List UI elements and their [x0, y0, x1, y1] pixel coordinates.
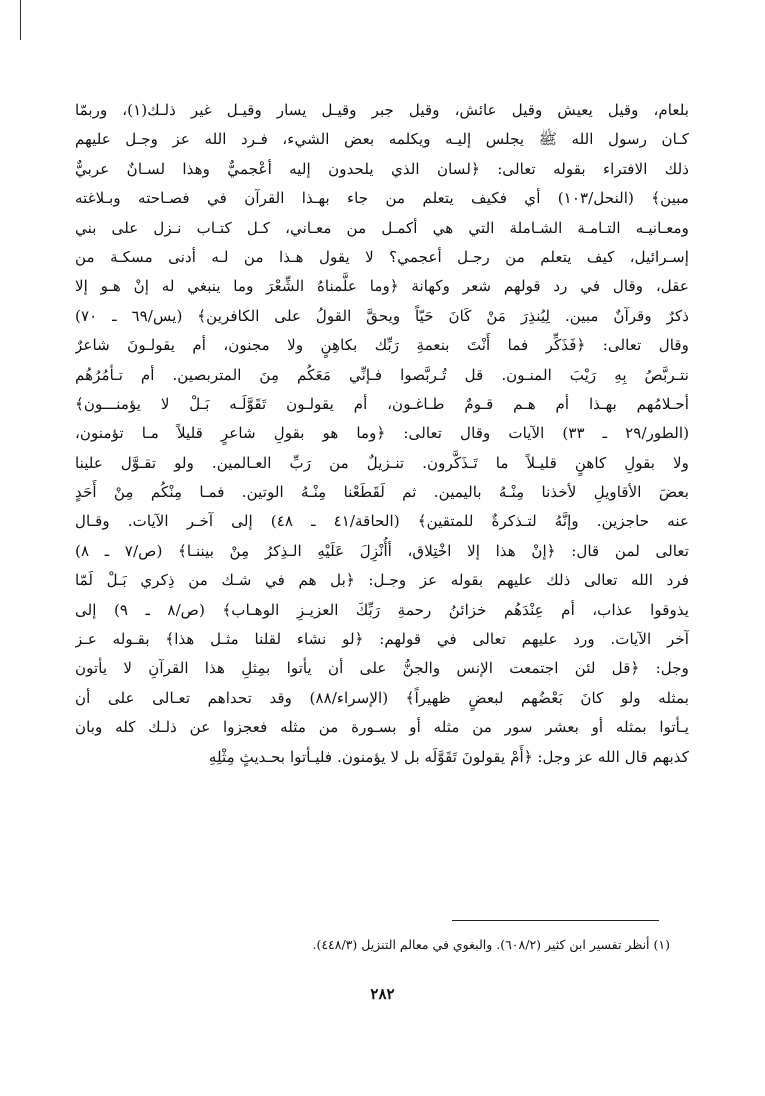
margin-rule: [20, 0, 21, 40]
text-line: آخر الآيات. ورد عليهم تعالى في قولهم: ﴿لو نشاء لقلنا مثـل هذا﴾ بقـوله عـز: [75, 630, 689, 649]
text-line: بلعام، وقيل يعيش وقيل عائش، وقيل جبر وقيـل يسار وقيـل غير ذلـك(١)، وربمّا: [75, 101, 689, 119]
text-line: تعالى لمن قال: ﴿إنْ هذا إلا اخْتِلاق، أأُنْزِلَ عَلَيْهِ الـذِكرُ مِنْ بيننـا﴾ (ص/٧ ـ ٨): [75, 541, 689, 560]
text-line: كـان رسول الله ﷺ يجلس إليـه ويكلمه بعض الشيء، فـرد الله عز وجـل عليهم: [75, 130, 689, 149]
text-line: (الطور/٢٩ ـ ٣٣) الآيات وقال تعالى: ﴿وما هو بقولِ شاعرٍ قليلاً مـا تؤمنون،: [75, 424, 689, 443]
text-line: نتـربَّصُ بِهِ رَيْبَ المنـون. قل تُـربَّصوا فـإنِّي مَعَكُم مِنَ المتربصين. أم تـأمُرُهُم: [75, 365, 689, 384]
text-line: ذكرٌ وقرآنٌ مبين. لِيُنذِرَ مَنْ كَانَ حَيّاً ويحقَّ القولُ على الكافرين﴾ (يس/٦٩ ـ ٧٠): [75, 306, 689, 325]
footnote: (١) أنظر تفسير ابن كثير (٦٠٨/٢). والبغوي في معالم التنزيل (٤٤٨/٣).: [312, 937, 670, 952]
text-line: مبين﴾ (النحل/١٠٣) أي فكيف يتعلم من جاء بهـذا القرآن في فصـاحته وبـلاغته: [75, 189, 689, 208]
text-line: ولا بقولِ كاهنٍ قليـلاً ما تَـذَكَّرون. تنـزيلٌ من رَبِّ العـالمين. ولو تقـوَّل علينا: [75, 453, 689, 472]
text-line: بمثله ولو كانَ بَعْضُهم لبعضٍ ظهيراً﴾ (الإسراء/٨٨) وقد تحداهم تعـالى على أن: [75, 688, 689, 707]
text-line: وجل: ﴿قل لئن اجتمعت الإنس والجنُّ على أن يأتوا بمِثلِ هذا القرآنِ لا يأتون: [75, 659, 689, 678]
text-line: ذلك الافتراء بقوله تعالى: ﴿لسان الذي يلحدون إليه أعْجميٌّ وهذا لسـانٌ عربيٌّ: [75, 159, 689, 178]
text-line: كذبهم قال الله عز وجل: ﴿أَمْ يقولونَ تَقَوَّلَه بل لا يؤمنون. فليـأتوا بحـديثٍ مِثْلِهِ: [208, 747, 689, 766]
text-line: ومعـانيـه التـامـة الشـاملة التي هي أكمـل من معـاني، كـل كتـاب نـزل على بني: [75, 218, 689, 237]
page-number: ٢٨٢: [370, 985, 395, 1003]
text-line: بعضَ الأقاويلِ لأخذنا مِنْـهُ باليمين. ثم لَقَطَعْنا مِنْـهُ الوتين. فمـا مِنْكُم مِنْ أَحَدٍ: [75, 483, 689, 502]
text-line: وقال تعالى: ﴿فَذَكِّر فما أَنْتَ بنعمةِ رَبِّك بكاهِنٍ ولا مجنون، أم يقولـونَ شاعرٌ: [75, 336, 689, 355]
text-line: يـأتوا بمثله أو بعشر سور من مثله أو بسـورة من مثله فعجزوا عن ذلـك كله وبان: [75, 718, 689, 737]
main-text-block: [75, 96, 689, 772]
footnote-separator: [452, 920, 659, 921]
text-line: إسـرائيل، كيف يتعلم من رجـل أعجمي؟ لا يقول هـذا من لـه أدنى مسكـة من: [75, 247, 689, 266]
text-line: أحـلامُهم بهـذا أم هـم قـومٌ طـاغـون، أم يقولـون تَقَوَّلَـه بَـلْ لا يؤمنـــون﴾: [75, 394, 689, 413]
text-line: فرد الله تعالى ذلك عليهم بقوله عز وجـل: ﴿بل هم في شـك من ذِكري بَـلْ لَمّا: [75, 571, 689, 590]
text-line: عنه حاجزين. وإنَّهُ لتـذكرةٌ للمتقين﴾ (الحاقة/٤١ ـ ٤٨) إلى آخـر الآيات. وقـال: [75, 512, 689, 531]
text-line: يذوقوا عذاب، أم عِنْدَهُم خزائنُ رحمةِ رَبِّكَ العزيـزِ الوهـاب﴾ (ص/٨ ـ ٩) إلى: [75, 600, 689, 619]
text-line: عقل، وقال في رد قولهم شعر وكهانة ﴿وما علَّمناهُ الشِّعْرَ وما ينبغي له إنْ هـو إلا: [75, 277, 689, 296]
